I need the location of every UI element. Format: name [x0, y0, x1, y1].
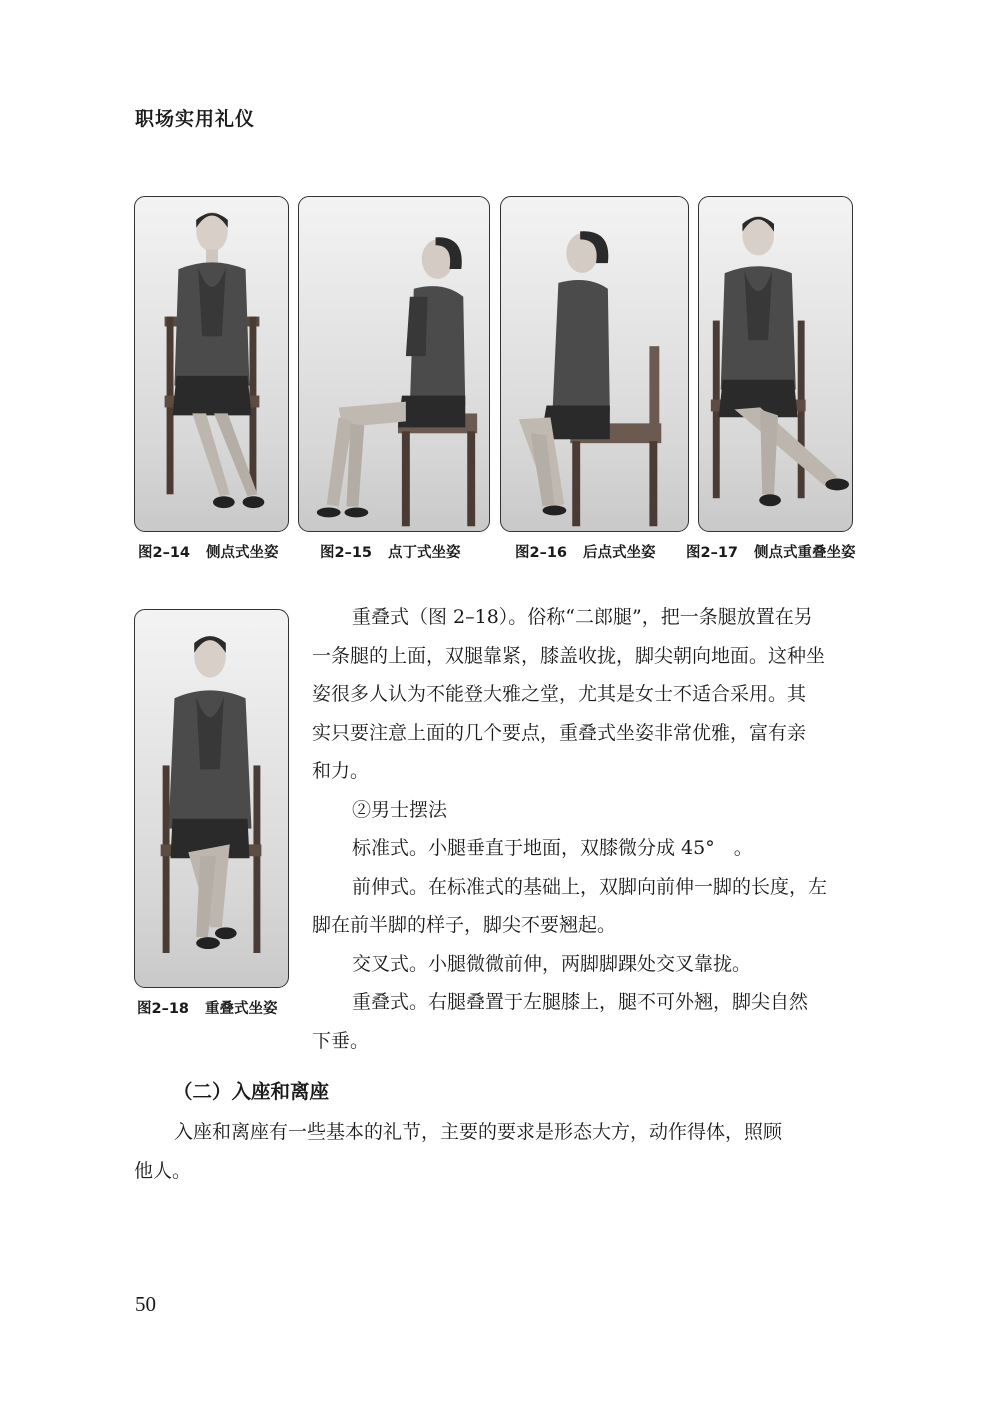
text-line: 实只要注意上面的几个要点，重叠式坐姿非常优雅，富有亲: [312, 721, 807, 744]
figure-title: 侧点式坐姿: [206, 545, 279, 561]
figure-2-14-photo: [134, 196, 289, 532]
text-line: 一条腿的上面，双腿靠紧，膝盖收拢，脚尖朝向地面。这种坐: [312, 644, 826, 667]
figure-2-18-caption: [137, 997, 278, 1018]
text-line: 交叉式。小腿微微前伸，两脚脚踝处交叉靠拢。: [352, 952, 752, 975]
text-line: 和力。: [312, 760, 370, 782]
figure-2-17-photo: [698, 196, 853, 532]
text-line: 入座和离座有一些基本的礼节，主要的要求是形态大方，动作得体，照顾: [174, 1121, 783, 1143]
main-text-block: [312, 598, 872, 1060]
figure-title: 点丁式坐姿: [388, 545, 461, 561]
text-line: 脚在前半脚的样子，脚尖不要翘起。: [312, 914, 617, 936]
running-title: 职场实用礼仪: [135, 108, 256, 130]
text-line: 重叠式。右腿叠置于左腿膝上，腿不可外翘，脚尖自然: [352, 991, 809, 1013]
text-line: 姿很多人认为不能登大雅之堂，尤其是女士不适合采用。其: [312, 683, 807, 705]
text-line: 标准式。小腿垂直于地面，双膝微分成 45° 。: [352, 837, 753, 859]
figure-2-18-photo: [134, 609, 289, 988]
figure-2-15-caption: [320, 541, 461, 562]
figure-2-14-caption: [138, 541, 279, 562]
figure-2-17-caption: [686, 541, 856, 562]
figure-2-16-caption: [515, 541, 656, 562]
figure-number: 图2–16: [515, 545, 568, 561]
figure-2-16-photo: [500, 196, 689, 532]
figure-number: 图2–17: [686, 545, 739, 561]
section-text-block: [134, 1113, 874, 1190]
text-line: 前伸式。在标准式的基础上，双脚向前伸一脚的长度，左: [352, 875, 828, 898]
figure-number: 图2–14: [138, 545, 191, 561]
page-number: 50: [135, 1292, 156, 1316]
figure-title: 侧点式重叠坐姿: [754, 545, 856, 561]
text-line: 他人。: [134, 1159, 192, 1182]
text-line: 下垂。: [312, 1029, 370, 1052]
figure-title: 重叠式坐姿: [205, 1001, 278, 1017]
figure-title: 后点式坐姿: [583, 545, 656, 561]
figure-number: 图2–15: [320, 545, 373, 561]
figure-2-15-photo: [298, 196, 490, 532]
text-line: 重叠式（图 2–18）。俗称“二郎腿”，把一条腿放置在另: [352, 606, 813, 628]
men-subheading: ②男士摆法: [352, 798, 448, 821]
figure-number: 图2–18: [137, 1001, 190, 1017]
section-heading: （二）入座和离座: [173, 1080, 330, 1103]
